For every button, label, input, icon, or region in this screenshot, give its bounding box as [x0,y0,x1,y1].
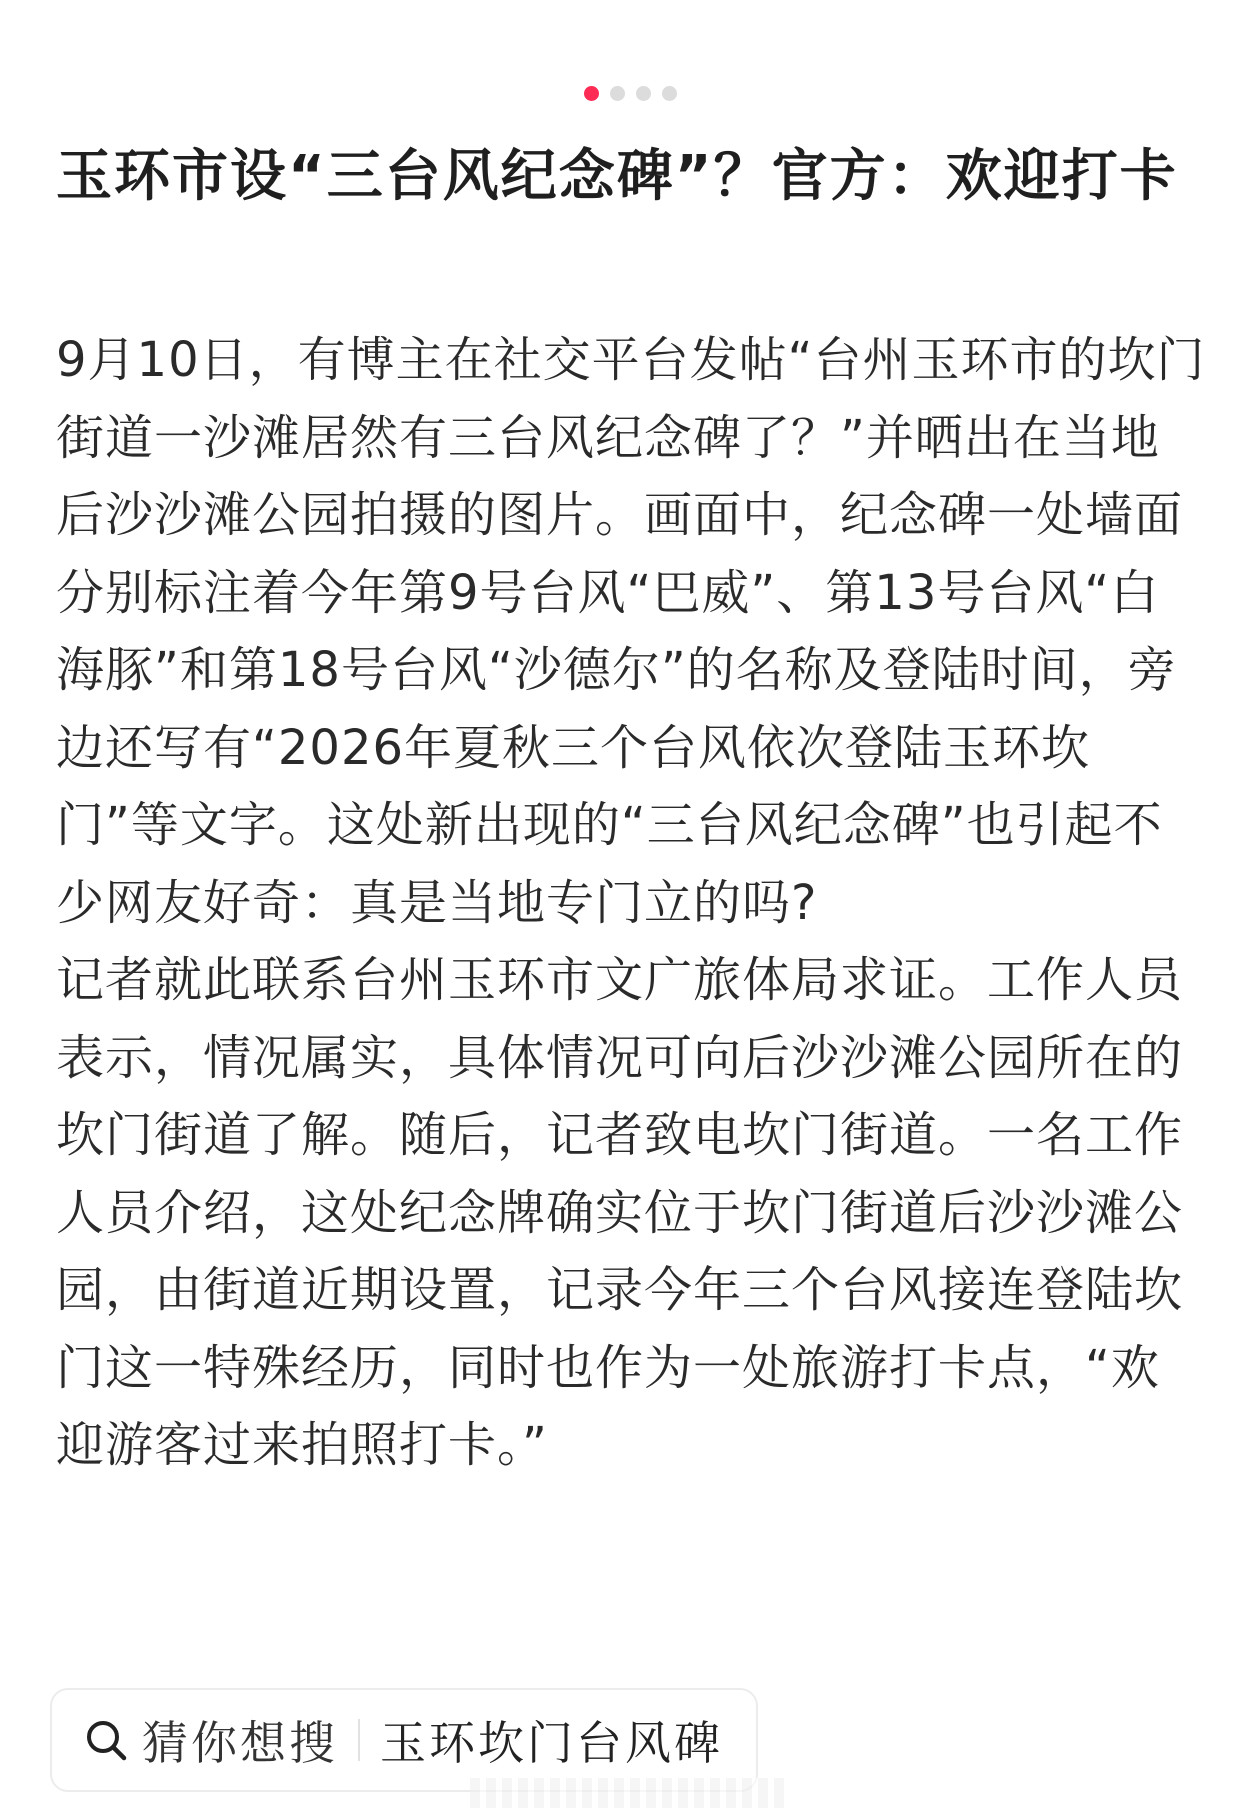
carousel-dot[interactable] [662,86,677,101]
search-divider [358,1719,360,1761]
article-paragraph: 记者就此联系台州玉环市文广旅体局求证。工作人员表示，情况属实，具体情况可向后沙沙滩公园所在的坎门街道了解。随后，记者致电坎门街道。一名工作人员介绍，这处纪念牌确实位于坎门街道后沙沙滩公园，由街道近期设置，记录今年三个台风接连登陆坎门这一特殊经历，同时也作为一处旅游打卡点，“欢迎游客过来拍照打卡。” [56,952,1184,1473]
watermark [470,1778,790,1808]
search-suggestion-box[interactable] [50,1688,758,1792]
search-hint-label: 猜你想搜 [142,1716,338,1770]
article-title: 玉环市设“三台风纪念碑”？官方：欢迎打卡 [56,144,1178,209]
carousel-dot[interactable] [610,86,625,101]
article-paragraph: 9月10日，有博主在社交平台发帖“台州玉环市的坎门街道一沙滩居然有三台风纪念碑了？”并晒出在当地后沙沙滩公园拍摄的图片。画面中，纪念碑一处墙面分别标注着今年第9号台风“巴威”、第13号台风“白海豚”和第18号台风“沙德尔”的名称及登陆时间，旁边还写有“2026年夏秋三个台风依次登陆玉环坎门”等文字。这处新出现的“三台风纪念碑”也引起不少网友好奇：真是当地专门立的吗? [56,332,1206,931]
suggested-search-term[interactable]: 玉环坎门台风碑 [380,1716,723,1770]
search-icon [84,1718,128,1762]
article-body [56,322,1206,1485]
carousel-dot-active[interactable] [584,86,599,101]
carousel-indicator [0,86,1260,101]
carousel-dot[interactable] [636,86,651,101]
